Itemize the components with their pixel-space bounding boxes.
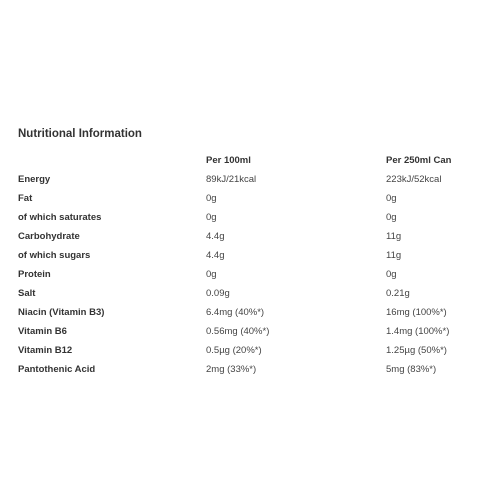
nutrient-label: Pantothenic Acid — [18, 364, 96, 375]
value-per-100ml: 0.09g — [206, 288, 230, 299]
value-per-can: 0g — [386, 193, 397, 204]
value-per-can: 1.25µg (50%*) — [386, 345, 447, 356]
column-header-per-100ml: Per 100ml — [206, 155, 251, 166]
table-row — [18, 303, 488, 322]
table-row — [18, 208, 488, 227]
table-row — [18, 246, 488, 265]
table-row — [18, 265, 488, 284]
value-per-can: 223kJ/52kcal — [386, 174, 442, 185]
value-per-100ml: 89kJ/21kcal — [206, 174, 257, 185]
value-per-100ml: 0.5µg (20%*) — [206, 345, 262, 356]
value-per-100ml: 6.4mg (40%*) — [206, 307, 265, 318]
value-per-100ml: 0.56mg (40%*) — [206, 326, 270, 337]
value-per-can: 16mg (100%*) — [386, 307, 447, 318]
value-per-can: 0.21g — [386, 288, 410, 299]
value-per-can: 5mg (83%*) — [386, 364, 437, 375]
table-row — [18, 170, 488, 189]
value-per-100ml: 2mg (33%*) — [206, 364, 257, 375]
table-body — [18, 170, 488, 379]
value-per-100ml: 0g — [206, 193, 217, 204]
table-row — [18, 341, 488, 360]
nutrition-title: Nutritional Information — [18, 128, 142, 140]
value-per-can: 1.4mg (100%*) — [386, 326, 450, 337]
value-per-can: 11g — [386, 250, 402, 261]
table-row — [18, 189, 488, 208]
nutrient-label: of which sugars — [18, 250, 91, 261]
table-row — [18, 227, 488, 246]
nutrition-panel — [18, 126, 488, 379]
nutrient-label: Fat — [18, 193, 33, 204]
table-row — [18, 322, 488, 341]
nutrient-label: Niacin (Vitamin B3) — [18, 307, 105, 318]
value-per-can: 0g — [386, 212, 397, 223]
nutrition-table — [18, 152, 488, 379]
nutrient-label: Protein — [18, 269, 51, 280]
nutrient-label: Carbohydrate — [18, 231, 80, 242]
column-header-nutrient — [18, 152, 206, 170]
nutrient-label: Vitamin B6 — [18, 326, 67, 337]
column-header-per-can: Per 250ml Can — [386, 155, 452, 166]
value-per-can: 11g — [386, 231, 402, 242]
value-per-100ml: 4.4g — [206, 250, 225, 261]
value-per-100ml: 4.4g — [206, 231, 225, 242]
nutrient-label: Salt — [18, 288, 36, 299]
value-per-100ml: 0g — [206, 212, 217, 223]
value-per-can: 0g — [386, 269, 397, 280]
table-header-row — [18, 152, 488, 170]
nutrient-label: Energy — [18, 174, 51, 185]
table-row — [18, 284, 488, 303]
value-per-100ml: 0g — [206, 269, 217, 280]
table-row — [18, 360, 488, 379]
nutrient-label: Vitamin B12 — [18, 345, 73, 356]
nutrient-label: of which saturates — [18, 212, 102, 223]
